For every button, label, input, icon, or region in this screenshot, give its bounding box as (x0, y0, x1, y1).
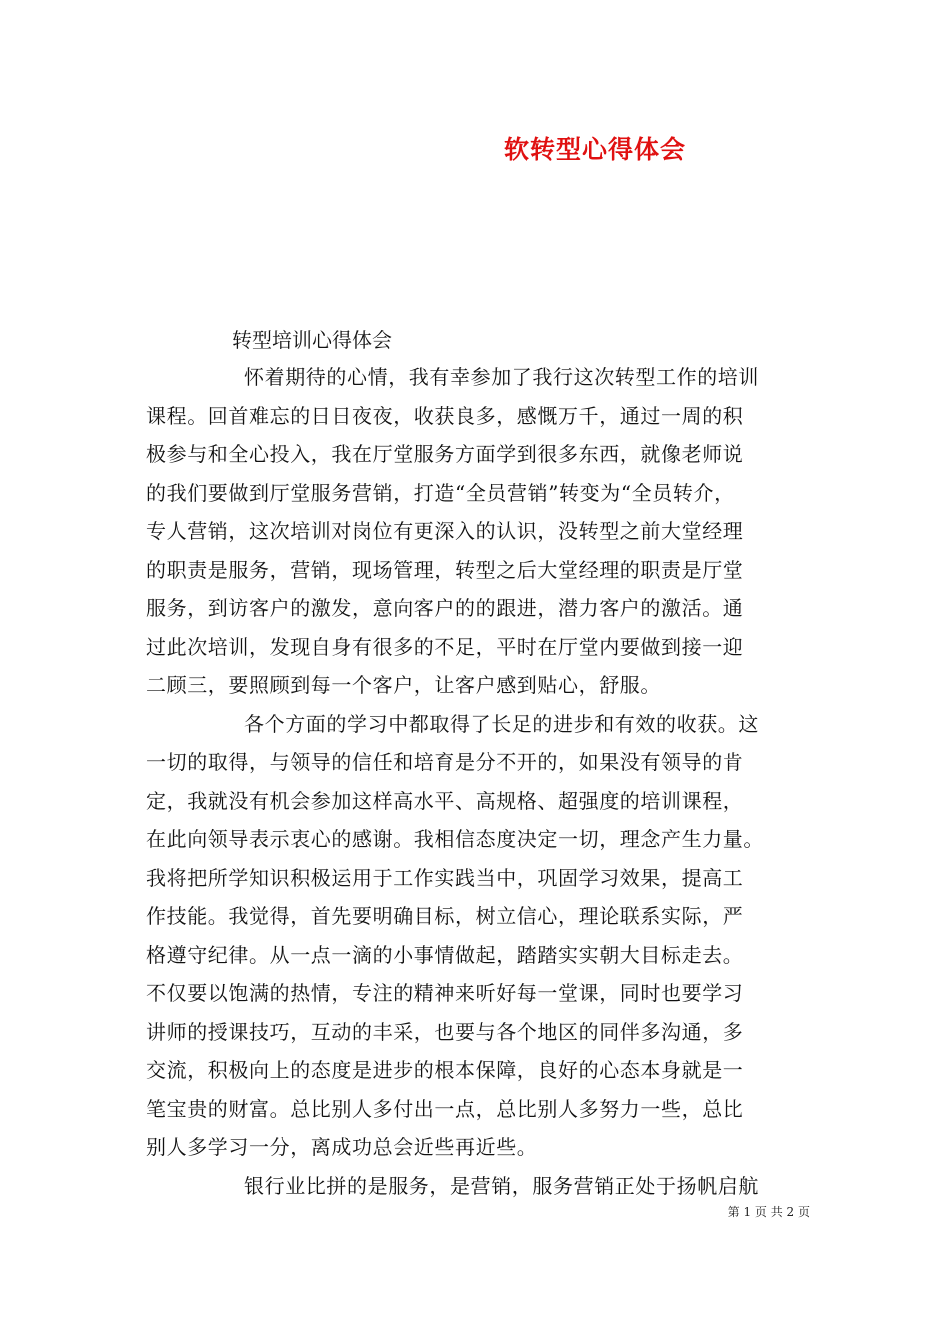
paragraph-line: 不仅要以饱满的热情，专注的精神来听好每一堂课，同时也要学习 (146, 981, 744, 1005)
paragraph-line: 的我们要做到厅堂服务营销，打造“全员营销”转变为“全员转介， (146, 480, 735, 505)
paragraph-line: 交流，积极向上的态度是进步的根本保障，良好的心态本身就是一 (146, 1058, 744, 1082)
paragraph-line: 定，我就没有机会参加这样高水平、高规格、超强度的培训课程， (146, 788, 744, 813)
paragraph-line: 的职责是服务，营销，现场管理，转型之后大堂经理的职责是厅堂 (146, 557, 744, 582)
paragraph-line: 课程。回首难忘的日日夜夜，收获良多，感慨万千，通过一周的积 (146, 403, 744, 428)
paragraph-line: 服务，到访客户的激发，意向客户的的跟进，潜力客户的激活。通 (146, 596, 744, 620)
paragraph-line: 在此向领导表示衷心的感谢。我相信态度决定一切，理念产生力量。 (146, 827, 764, 851)
page-number: 第 1 页 共 2 页 (727, 1205, 810, 1219)
paragraph-line: 二顾三，要照顾到每一个客户，让客户感到贴心，舒服。 (146, 673, 661, 697)
document-body (146, 358, 826, 1205)
paragraph-line: 银行业比拼的是服务，是营销，服务营销正处于扬帆启航 (244, 1173, 759, 1198)
paragraph-line: 极参与和全心投入，我在厅堂服务方面学到很多东西，就像老师说 (146, 442, 744, 466)
paragraph-line: 怀着期待的心情，我有幸参加了我行这次转型工作的培训 (244, 365, 759, 389)
paragraph-line: 各个方面的学习中都取得了长足的进步和有效的收获。这 (244, 711, 759, 736)
paragraph-line: 过此次培训，发现自身有很多的不足，平时在厅堂内要做到接一迎 (146, 634, 744, 659)
paragraph-line: 一切的取得，与领导的信任和培育是分不开的，如果没有领导的肯 (146, 750, 744, 774)
paragraph-line: 别人多学习一分，离成功总会近些再近些。 (146, 1135, 538, 1159)
document-subtitle: 转型培训心得体会 (232, 328, 392, 352)
document-title: 软转型心得体会 (503, 135, 686, 164)
paragraph-line: 格遵守纪律。从一点一滴的小事情做起，踏踏实实朝大目标走去。 (146, 942, 744, 967)
paragraph-line: 作技能。我觉得，首先要明确目标，树立信心，理论联系实际，严 (146, 904, 744, 928)
paragraph-line: 笔宝贵的财富。总比别人多付出一点，总比别人多努力一些，总比 (146, 1096, 744, 1121)
paragraph-line: 讲师的授课技巧，互动的丰采，也要与各个地区的同伴多沟通，多 (146, 1019, 744, 1044)
paragraph-line: 专人营销，这次培训对岗位有更深入的认识，没转型之前大堂经理 (146, 519, 744, 543)
paragraph-line: 我将把所学知识积极运用于工作实践当中，巩固学习效果，提高工 (146, 865, 744, 890)
